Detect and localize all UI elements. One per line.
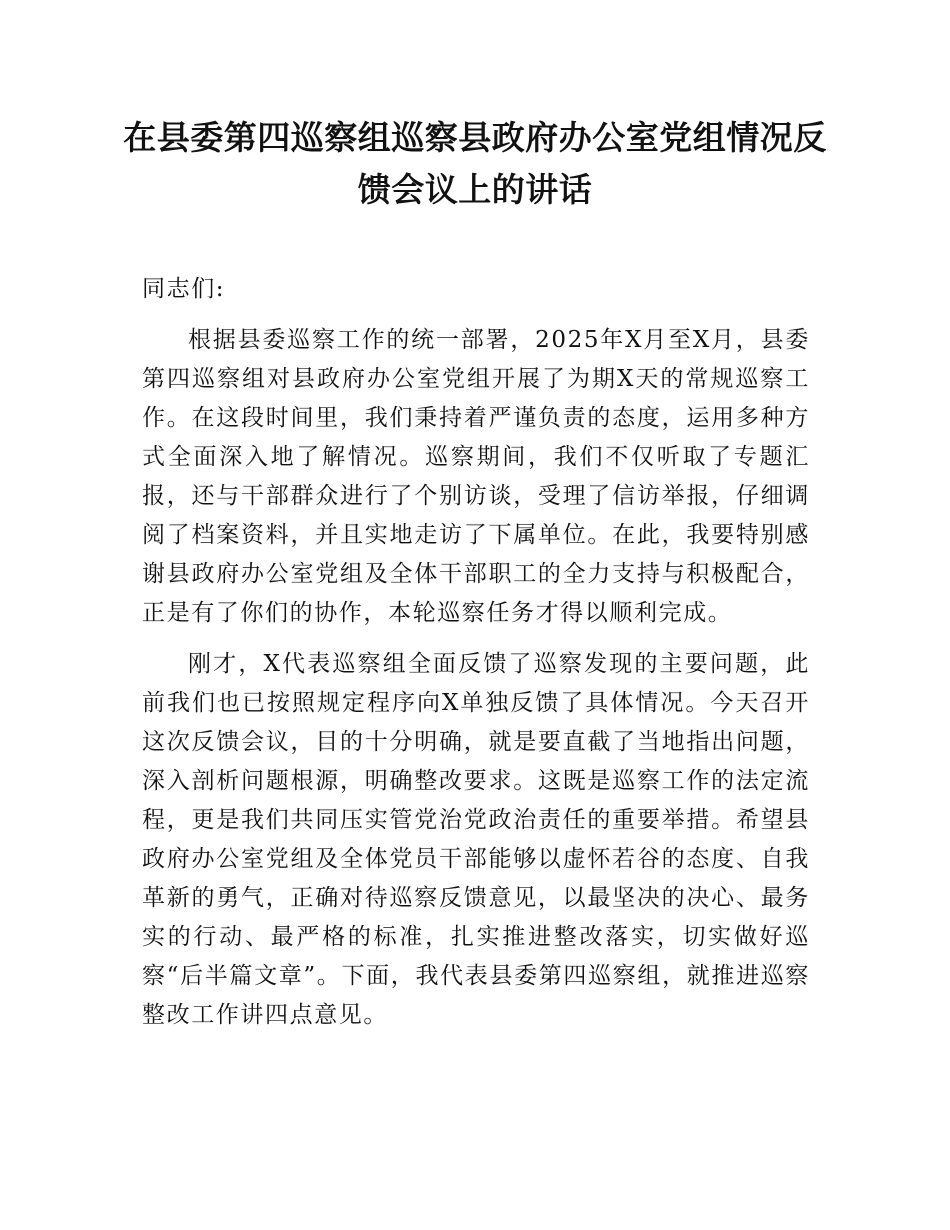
paragraph-2: 刚才，X代表巡察组全面反馈了巡察发现的主要问题，此前我们也已按照规定程序向X单独反馈了具体情况。今天召开这次反馈会议，目的十分明确，就是要直截了当地指出问题，深入剖析问题根源，明确整改要求。这既是巡察工作的法定流程，更是我们共同压实管党治党政治责任的重要举措。希望县政府办公室党组及全体党员干部能够以虚怀若谷的态度、自我革新的勇气，正确对待巡察反馈意见，以最坚决的决心、最务实的行动、最严格的标准，扎实推进整改落实，切实做好巡察“后半篇文章”。下面，我代表县委第四巡察组，就推进巡察整改工作讲四点意见。 xyxy=(142,651,810,1028)
document-title: 在县委第四巡察组巡察县政府办公室党组情况反馈会议上的讲话 xyxy=(123,118,827,209)
paragraph-1: 根据县委巡察工作的统一部署，2025年X月至X月，县委第四巡察组对县政府办公室党组开展了为期X天的常规巡察工作。在这段时间里，我们秉持着严谨负责的态度，运用多种方式全面深入地了解情况。巡察期间，我们不仅听取了专题汇报，还与干部群众进行了个别访谈，受理了信访举报，仔细调阅了档案资料，并且实地走访了下属单位。在此，我要特别感谢县政府办公室党组及全体干部职工的全力支持与积极配合，正是有了你们的协作，本轮巡察任务才得以顺利完成。 xyxy=(142,327,810,626)
document-body xyxy=(142,270,810,1047)
salutation: 同志们: xyxy=(142,276,226,302)
